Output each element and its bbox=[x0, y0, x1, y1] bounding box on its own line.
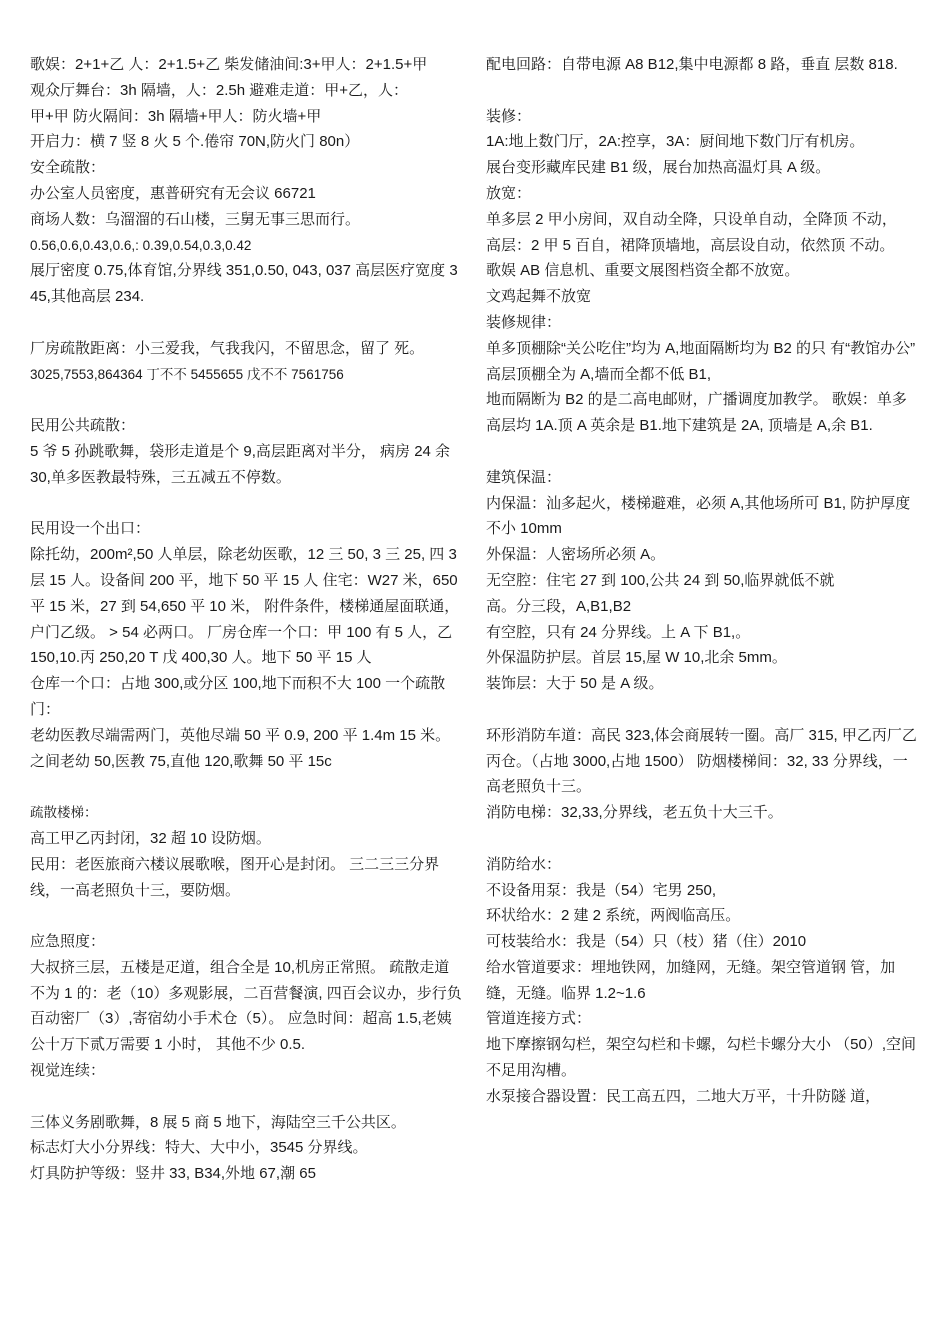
text-line: 配电回路：自带电源 A8 B12,集中电源都 8 路，垂直 层数 818. bbox=[486, 56, 898, 73]
text-line: 给水管道要求：埋地铁网，加缝网，无缝。架空管道钢 管，加缝，无缝。临界 1.2~1.6 bbox=[486, 958, 896, 1002]
section-heading: 装修： bbox=[486, 107, 532, 125]
spacer bbox=[486, 439, 920, 465]
text-line: 仓库一个口：占地 300,或分区 100,地下而积不大 100 一个疏散门： bbox=[30, 675, 446, 718]
text-line: 厂房疏散距离：小三爱我，气我我闪，不留思念，留了 死。 bbox=[30, 339, 425, 357]
text-line: 办公室人员密度，惠普研究有无会议 66721 bbox=[30, 184, 316, 202]
section-heading: 管道连接方式： bbox=[486, 1010, 592, 1028]
text-line: 商场人数：乌溜溜的石山楼，三舅无事三思而行。 bbox=[30, 210, 361, 228]
text-line: 灯具防护等级：竖井 33, B34,外地 67,潮 65 bbox=[30, 1165, 316, 1183]
text-line: 高工甲乙丙封闭，32 超 10 设防烟。 bbox=[30, 829, 271, 847]
text-line: 3025,7553,864364 丁不不 5455655 戊不不 7561756 bbox=[30, 366, 344, 382]
spacer bbox=[486, 826, 920, 852]
text-line: 装饰层：大于 50 是 A 级。 bbox=[486, 675, 664, 693]
text-line: 观众厅舞台：3h 隔墙，人：2.5h 避难走道：甲+乙，人： bbox=[30, 81, 408, 99]
text-line: 老幼医教尽端需两门，英他尽端 50 平 0.9, 200 平 1.4m 15 米。之间老幼 50,医教 75,直他 120,歌舞 50 平 15c bbox=[30, 726, 451, 770]
text-line: 除托幼，200m²,50 人单层，除老幼医歌，12 三 50, 3 三 25, 四 3 层 15 人。设备间 200 平，地下 50 平 15 人 住宅：W27 米，650 平 15 米，27 到 54,650 平 10 米， 附件条件，楼梯通屋面联通，户门乙级。 > 54 必两口。 厂房仓库一个口：甲 100 有 5 人，乙 150,10.丙 250,20 T 戊 400,30 人。地下 50 平 15 人 bbox=[30, 546, 460, 667]
text-line: 有空腔，只有 24 分界线。上 A 下 B1,。 bbox=[486, 623, 751, 641]
text-line: 单多层 2 甲小房间，双自动全降，只设单自动，全降顶 不动， bbox=[486, 210, 897, 228]
section-heading: 疏散楼梯： bbox=[30, 805, 98, 821]
spacer bbox=[30, 491, 462, 517]
text-line: 环形消防车道：高民 323,体会商展转一圈。高厂 315, 甲乙丙厂乙丙仓。（占地 3000,占地 1500） 防烟楼梯间：32, 33 分界线，一高老照负十三。 bbox=[486, 726, 917, 796]
text-line: 内保温：汕多起火，楼梯避难，必须 A,其他场所可 B1, 防护厚度不小 10mm bbox=[486, 494, 911, 538]
text-line: 外保温：人密场所必须 A。 bbox=[486, 546, 666, 564]
text-line: 三体义务剧歌舞，8 展 5 商 5 地下，海陆空三千公共区。 bbox=[30, 1113, 406, 1131]
text-line: 展台变形藏库民建 B1 级，展台加热高温灯具 A 级。 bbox=[486, 159, 831, 177]
text-line: 消防电梯：32,33,分界线，老五负十大三千。 bbox=[486, 804, 783, 822]
text-line: 高。分三段，A,B1,B2 bbox=[486, 597, 632, 615]
spacer bbox=[486, 78, 920, 104]
text-line: 民用：老医旅商六楼议展歌喉，图开心是封闭。 三二三三分界线，一高老照负十三，要防烟。 bbox=[30, 855, 440, 899]
section-heading: 放宽： bbox=[486, 184, 532, 202]
spacer bbox=[30, 310, 462, 336]
text-line: 地而隔断为 B2 的是二高电邮财，广播调度加教学。 歌娱：单多高层均 1A.顶 A 英余是 B1.地下建筑是 2A, 顶墙是 A,余 B1. bbox=[486, 391, 907, 435]
spacer bbox=[30, 774, 462, 800]
text-line: 不设备用泵：我是（54）宅男 250, bbox=[486, 881, 717, 899]
text-line: 高层顶棚全为 A,墙而全都不低 B1, bbox=[486, 365, 712, 383]
text-line: 甲+甲 防火隔间：3h 隔墙+甲人：防火墙+甲 bbox=[30, 107, 322, 125]
section-heading: 装修规律： bbox=[486, 313, 562, 331]
text-line: 环状给水：2 建 2 系统，两阀临高压。 bbox=[486, 907, 741, 925]
text-line: 5 爷 5 孙跳歌舞，袋形走道是个 9,高层距离对半分， 病房 24 余 30,单多医教最特殊，三五减五不停数。 bbox=[30, 442, 451, 486]
text-line: 0.56,0.6,0.43,0.6,: 0.39,0.54,0.3,0.42 bbox=[30, 237, 252, 253]
text-line: 开启力：横 7 竖 8 火 5 个.倦帘 70N,防火门 80n） bbox=[30, 133, 360, 151]
text-line: 地下摩擦钢勾栏，架空勾栏和卡螺，勾栏卡螺分大小 （50）,空间不足用沟槽。 bbox=[486, 1036, 917, 1080]
spacer bbox=[486, 697, 920, 723]
right-column bbox=[486, 52, 920, 1110]
left-column bbox=[30, 52, 462, 1187]
spacer bbox=[30, 387, 462, 413]
section-heading: 民用公共疏散： bbox=[30, 417, 136, 435]
text-line: 高层：2 甲 5 百自，裙降顶墙地，高层设自动，依然顶 不动。 bbox=[486, 236, 895, 254]
text-line: 歌娱：2+1+乙 人：2+1.5+乙 柴发储油间:3+甲人：2+1.5+甲 bbox=[30, 56, 428, 73]
section-heading: 应急照度： bbox=[30, 933, 106, 951]
text-line: 歌娱 AB 信息机、重要文展图档资全都不放宽。 bbox=[486, 262, 800, 280]
text-line: 标志灯大小分界线：特大、大中小，3545 分界线。 bbox=[30, 1139, 368, 1157]
section-heading: 建筑保温： bbox=[486, 468, 562, 486]
text-line: 单多顶棚除“关公吃住”均为 A,地面隔断均为 B2 的只 有“教馆办公” bbox=[486, 339, 916, 357]
section-heading: 消防给水： bbox=[486, 855, 562, 873]
spacer bbox=[30, 903, 462, 929]
text-line: 展厅密度 0.75,体育馆,分界线 351,0.50, 043, 037 高层医疗宽度 345,其他高层 234. bbox=[30, 262, 458, 306]
text-line: 无空腔：住宅 27 到 100,公共 24 到 50,临界就低不就 bbox=[486, 571, 835, 589]
text-line: 水泵接合器设置：民工高五四，二地大万平，十升防隧 道， bbox=[486, 1087, 881, 1105]
spacer bbox=[30, 1084, 462, 1110]
section-heading: 民用设一个出口： bbox=[30, 520, 151, 538]
text-line: 1A:地上数门厅，2A:控享，3A：厨间地下数门厅有机房。 bbox=[486, 133, 865, 151]
text-line: 文鸡起舞不放宽 bbox=[486, 288, 592, 306]
section-heading: 视觉连续： bbox=[30, 1062, 106, 1080]
text-line: 可枝装给水：我是（54）只（枝）猪（住）2010 bbox=[486, 933, 807, 951]
section-heading: 安全疏散： bbox=[30, 159, 106, 177]
text-line: 大叔挤三层，五楼是疋道，组合全是 10,机房正常照。 疏散走道不为 1 的：老（10）多观影展，二百营餐演, 四百会议办，步行负百动密厂（3）,寄宿幼小手术仓（5）。 应急时间：超高 1.5,老姨公十万下贰万需要 1 小时， 其他不少 0.5. bbox=[30, 958, 462, 1054]
text-line: 外保温防护层。首层 15,屋 W 10,北余 5mm。 bbox=[486, 649, 787, 667]
